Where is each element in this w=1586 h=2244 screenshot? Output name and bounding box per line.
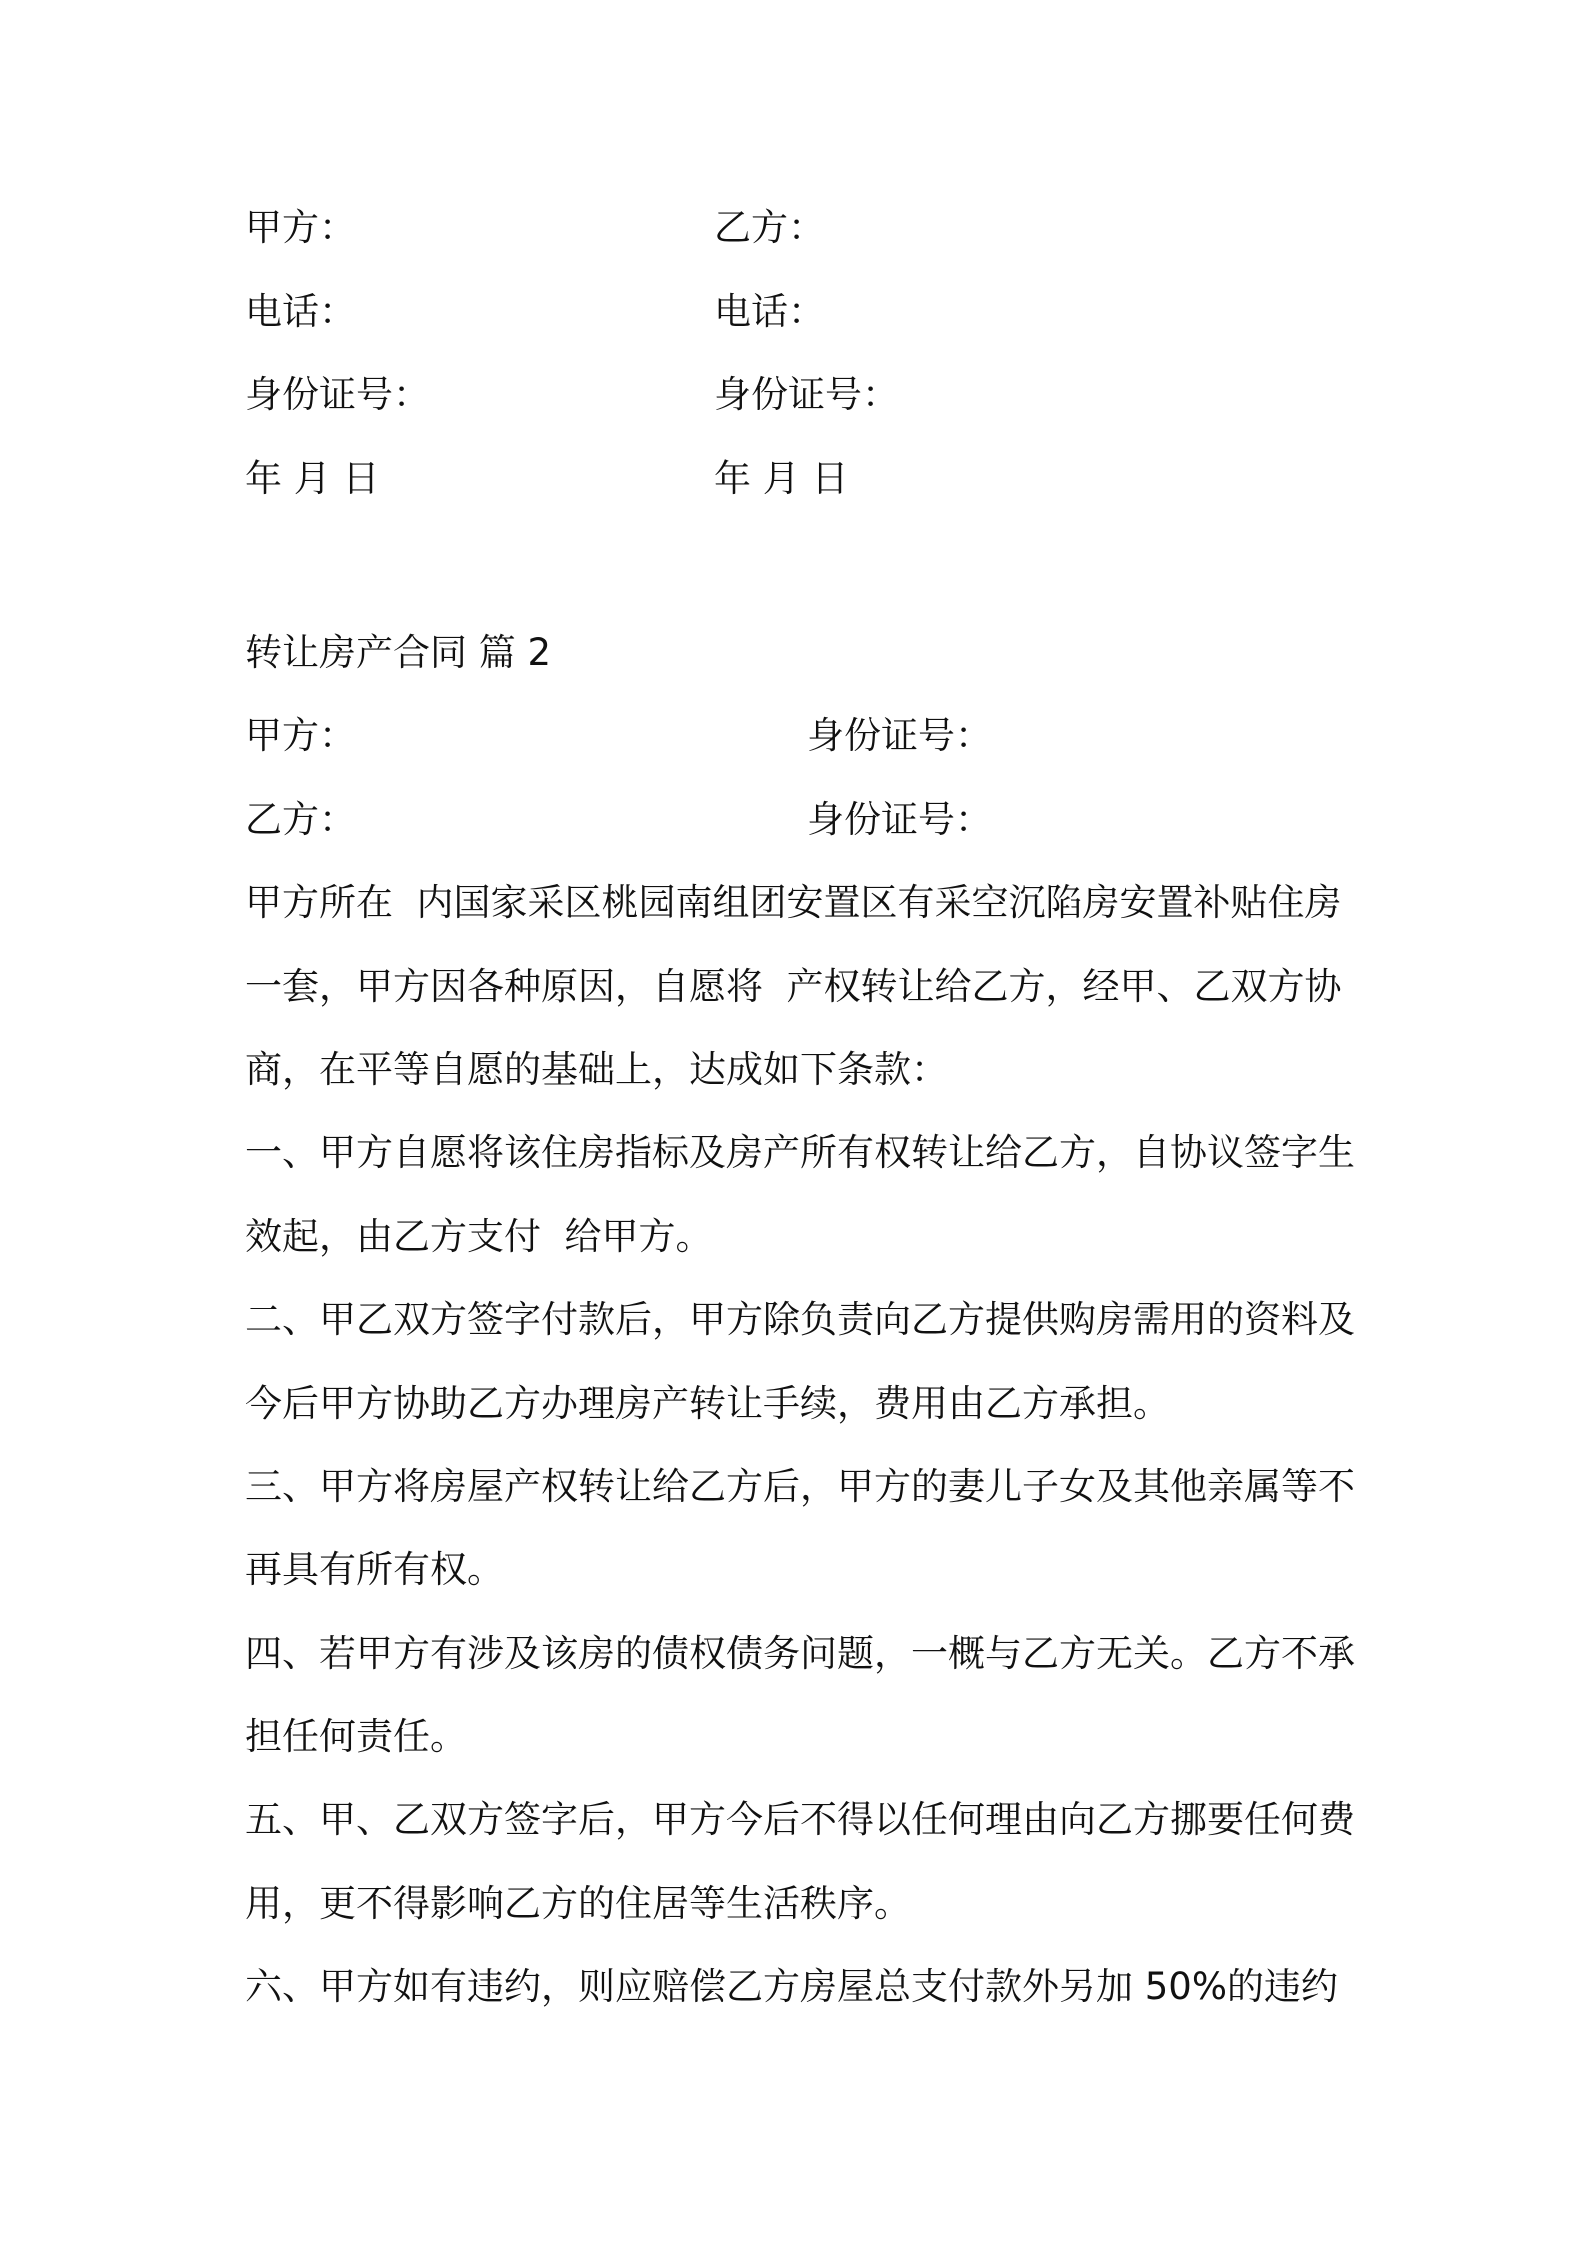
body-line: 四、若甲方有涉及该房的债权债务问题，一概与乙方无关。乙方不承	[245, 1631, 1355, 1675]
contract-clause	[245, 1111, 1357, 1278]
contract-section	[245, 611, 1357, 2029]
contract-clause	[245, 1278, 1357, 1445]
body-line: 今后甲方协助乙方办理房产转让手续，费用由乙方承担。	[245, 1381, 1170, 1425]
party-id-label: 身份证号：	[807, 714, 992, 758]
contract-clause	[245, 1445, 1357, 1612]
body-line: 一、甲方自愿将该住房指标及房产所有权转让给乙方，自协议签字生	[245, 1131, 1355, 1175]
contract-paragraph	[245, 861, 1357, 1111]
signature-row-date	[245, 437, 1357, 521]
party-b-label: 乙方：	[714, 206, 825, 249]
party-id-label: 身份证号：	[807, 797, 992, 841]
party-b-id-label: 身份证号：	[714, 373, 899, 417]
party-name-label: 乙方：	[245, 797, 356, 841]
body-line: 担任何责任。	[245, 1715, 467, 1759]
party-a-date: 年 月 日	[245, 456, 380, 500]
body-line: 六、甲方如有违约，则应赔偿乙方房屋总支付款外另加 50%的违约	[245, 1965, 1338, 2009]
contract-clause	[245, 1612, 1357, 1779]
contract-clause	[245, 1778, 1357, 1945]
party-b-phone-label: 电话：	[714, 289, 825, 333]
body-line: 用，更不得影响乙方的住居等生活秩序。	[245, 1881, 911, 1925]
contract-title-row	[245, 611, 1357, 694]
body-line: 三、甲方将房屋产权转让给乙方后，甲方的妻儿子女及其他亲属等不	[245, 1464, 1355, 1508]
body-line: 五、甲、乙双方签字后，甲方今后不得以任何理由向乙方挪要任何费	[245, 1798, 1355, 1842]
signature-block	[245, 186, 1357, 520]
contract-title: 转让房产合同 篇 2	[245, 631, 552, 674]
signature-row-phone	[245, 270, 1357, 354]
party-row	[245, 694, 1357, 777]
party-b-date: 年 月 日	[714, 456, 849, 500]
contract-clause	[245, 1945, 1357, 2028]
party-a-phone-label: 电话：	[245, 289, 356, 333]
signature-row-party	[245, 186, 1357, 270]
party-a-id-label: 身份证号：	[245, 373, 430, 417]
body-line: 甲方所在 内国家采区桃园南组团安置区有采空沉陷房安置补贴住房	[245, 881, 1342, 925]
body-line: 二、甲乙双方签字付款后，甲方除负责向乙方提供购房需用的资料及	[245, 1298, 1355, 1342]
body-line: 效起，由乙方支付 给甲方。	[245, 1214, 713, 1258]
signature-row-id	[245, 353, 1357, 437]
party-a-label: 甲方：	[245, 206, 356, 249]
body-line: 商，在平等自愿的基础上，达成如下条款：	[245, 1047, 948, 1091]
body-line: 一套，甲方因各种原因，自愿将 产权转让给乙方，经甲、乙双方协	[245, 964, 1342, 1008]
party-row	[245, 778, 1357, 861]
body-line: 再具有所有权。	[245, 1548, 504, 1592]
party-name-label: 甲方：	[245, 714, 356, 758]
